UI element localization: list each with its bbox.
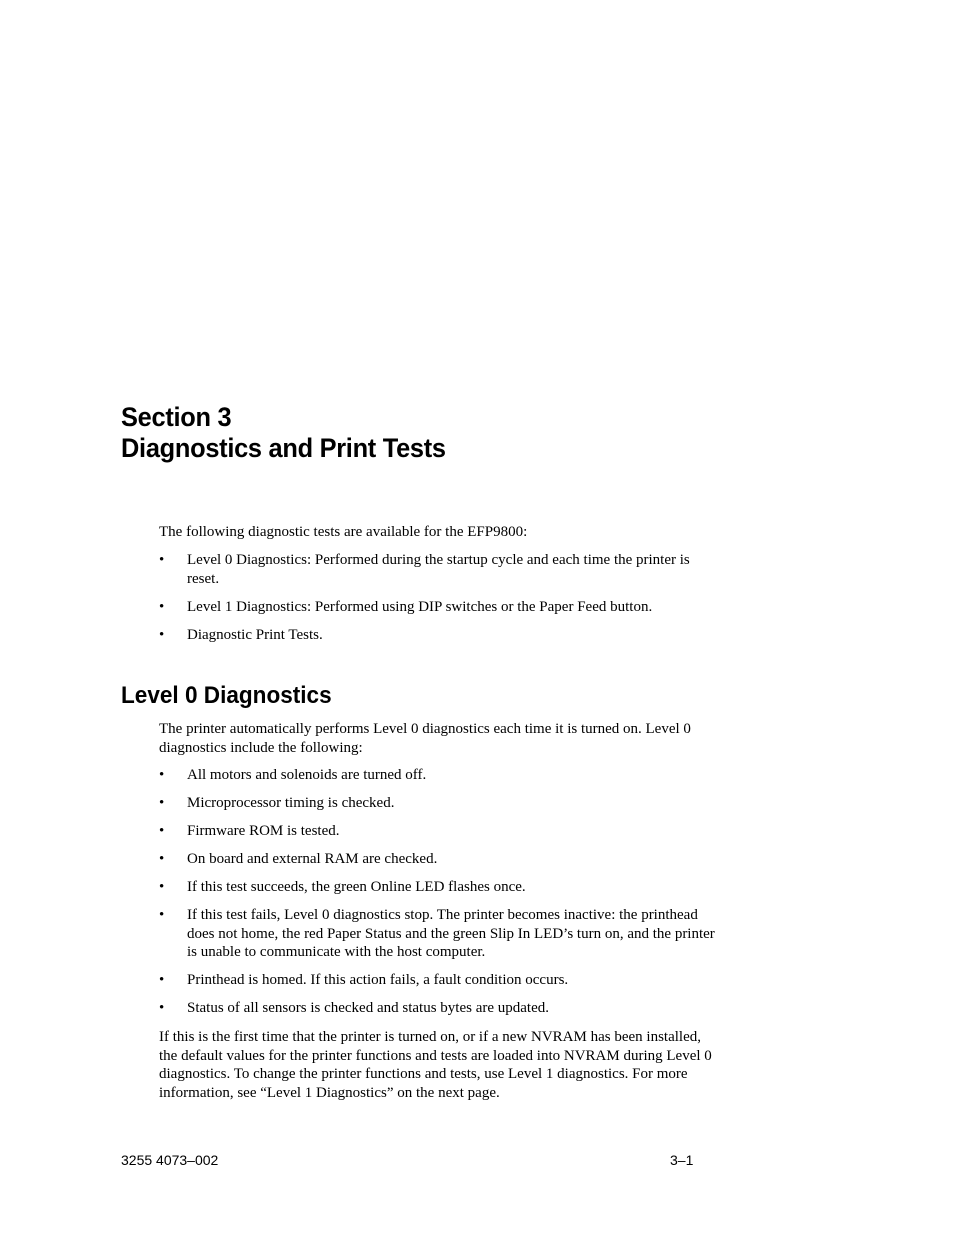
- list-item: [159, 598, 719, 617]
- section-heading: [121, 402, 446, 464]
- list-item-text: If this test fails, Level 0 diagnostics stop. The printer becomes inactive: the printhead does not home, the red Paper Status and the green Slip In LED’s turn on, and the printer is unable to communicate with the host computer.: [187, 906, 715, 961]
- list-item-text: Diagnostic Print Tests.: [187, 626, 323, 643]
- page-number: 3–1: [670, 1152, 694, 1168]
- list-item-text: Level 0 Diagnostics: Performed during the startup cycle and each time the printer is reset.: [187, 552, 690, 587]
- list-item: [159, 999, 719, 1018]
- bullet-icon: •: [159, 767, 165, 783]
- section-number: Section 3: [121, 402, 232, 432]
- list-item-text: Level 1 Diagnostics: Performed using DIP switches or the Paper Feed button.: [187, 598, 653, 615]
- bullet-icon: •: [159, 598, 165, 615]
- list-item-text: On board and external RAM are checked.: [187, 850, 438, 867]
- list-item: [159, 850, 719, 869]
- list-item-text: If this test succeeds, the green Online LED flashes once.: [187, 878, 526, 895]
- list-item: [159, 878, 719, 897]
- list-item: [159, 766, 719, 785]
- list-item: [159, 794, 719, 813]
- level0-heading: Level 0 Diagnostics: [121, 682, 332, 709]
- bullet-icon: •: [159, 552, 165, 568]
- list-item-text: Microprocessor timing is checked.: [187, 794, 395, 811]
- list-item: [159, 906, 719, 962]
- level0-intro-paragraph: The printer automatically performs Level 0 diagnostics each time it is turned on. Level 0 diagnostics include the following:: [159, 721, 691, 756]
- bullet-icon: •: [159, 906, 165, 923]
- level0-bullet-list: [159, 766, 719, 1027]
- bullet-icon: •: [159, 822, 165, 839]
- bullet-icon: •: [159, 794, 165, 811]
- intro-paragraph: The following diagnostic tests are available for the EFP9800:: [159, 524, 528, 540]
- bullet-icon: •: [159, 850, 165, 867]
- section-title: Diagnostics and Print Tests: [121, 433, 446, 463]
- list-item-text: Status of all sensors is checked and status bytes are updated.: [187, 1000, 549, 1017]
- intro-bullet-list: [159, 551, 719, 654]
- list-item: [159, 822, 719, 841]
- list-item-text: All motors and solenoids are turned off.: [187, 767, 427, 783]
- list-item: [159, 626, 719, 645]
- list-item: [159, 551, 719, 588]
- document-number: 3255 4073–002: [121, 1152, 219, 1168]
- bullet-icon: •: [159, 626, 165, 643]
- level0-closing-paragraph: If this is the first time that the printer is turned on, or if a new NVRAM has been installed, the default values for the printer functions and tests are loaded into NVRAM during Level 0 diagnostics. To change the printer functions and tests, use Level 1 diagnostics. For more information, see “Level 1 Diagnostics” on the next page.: [159, 1029, 712, 1101]
- bullet-icon: •: [159, 972, 165, 989]
- list-item-text: Printhead is homed. If this action fails, a fault condition occurs.: [187, 972, 569, 989]
- bullet-icon: •: [159, 878, 165, 895]
- bullet-icon: •: [159, 1000, 165, 1017]
- list-item: [159, 971, 719, 990]
- list-item-text: Firmware ROM is tested.: [187, 822, 340, 839]
